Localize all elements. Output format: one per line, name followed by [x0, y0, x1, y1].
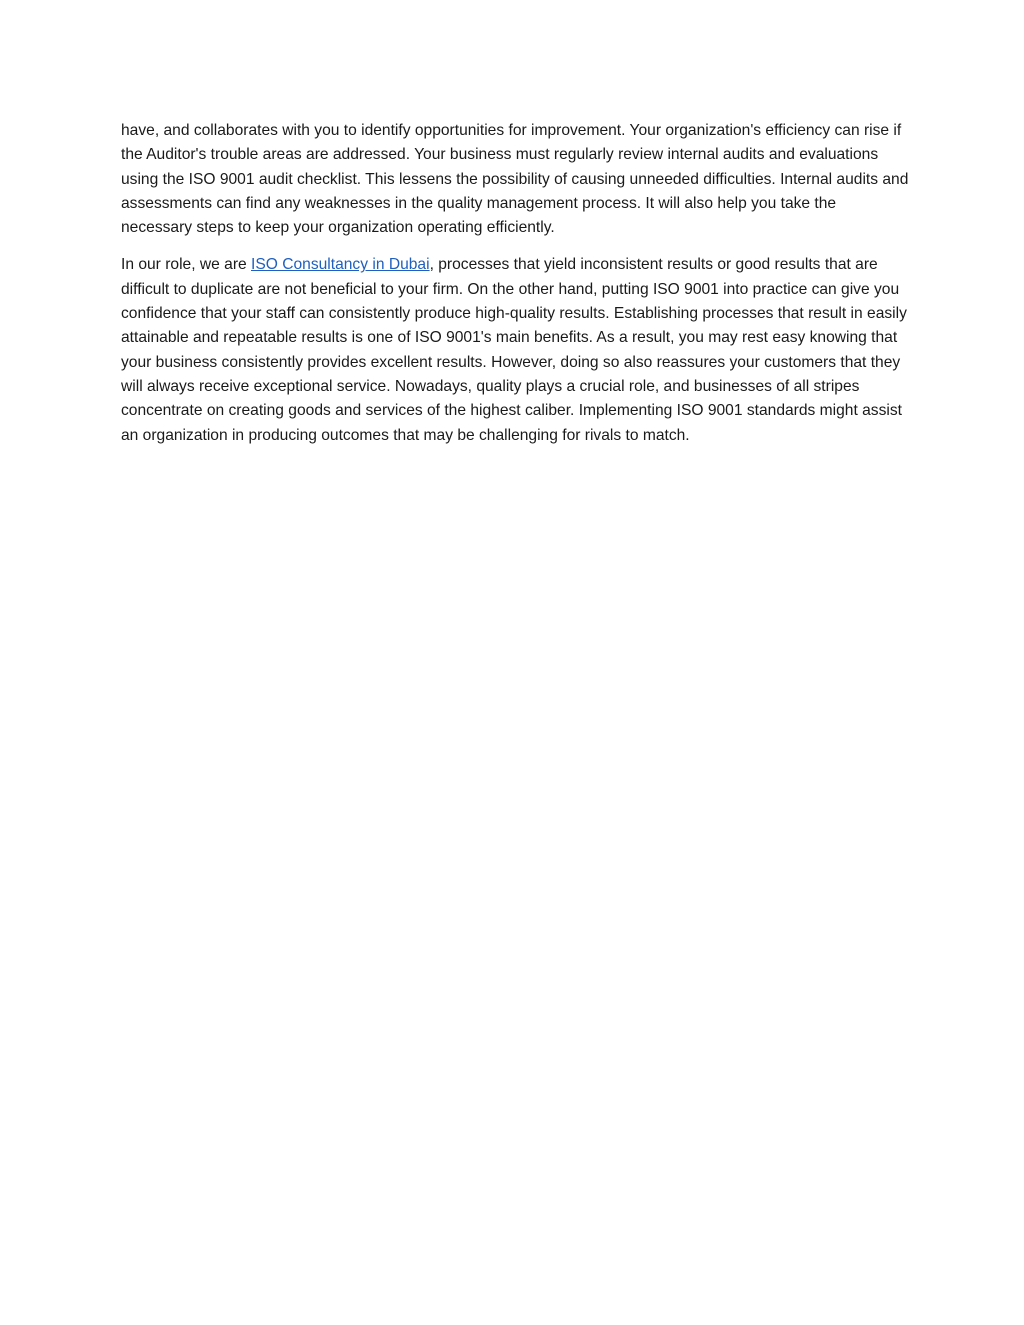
iso-consultancy-dubai-link[interactable]: ISO Consultancy in Dubai: [251, 256, 430, 274]
paragraph-1: [121, 119, 911, 240]
document-body: [121, 119, 911, 461]
paragraph-2-body-text: , processes that yield inconsistent results or good results that are difficult to duplicate are not beneficial to your firm. On the other hand, putting ISO 9001 into practice can give you confidence that your staff can consistently produce high-quality results. Establishing processes that result in easily attainable and repeatable results is one of ISO 9001's main benefits. As a result, you may rest easy knowing that your business consistently provides excellent results. However, doing so also reassures your customers that they will always receive exceptional service. Nowadays, quality plays a crucial role, and businesses of all stripes concentrate on creating goods and services of the highest caliber. Implementing ISO 9001 standards might assist an organization in producing outcomes that may be challenging for rivals to match.: [121, 256, 907, 444]
paragraph-2-lead-text: In our role, we are: [121, 256, 252, 274]
paragraph-2: [121, 253, 911, 447]
paragraph-1-text: have, and collaborates with you to identify opportunities for improvement. Your organization's efficiency can rise if the Auditor's trouble areas are addressed. Your business must regularly review internal audits and evaluations using the ISO 9001 audit checklist. This lessens the possibility of causing unneeded difficulties. Internal audits and assessments can find any weaknesses in the quality management process. It will also help you take the necessary steps to keep your organization operating efficiently.: [121, 122, 909, 237]
